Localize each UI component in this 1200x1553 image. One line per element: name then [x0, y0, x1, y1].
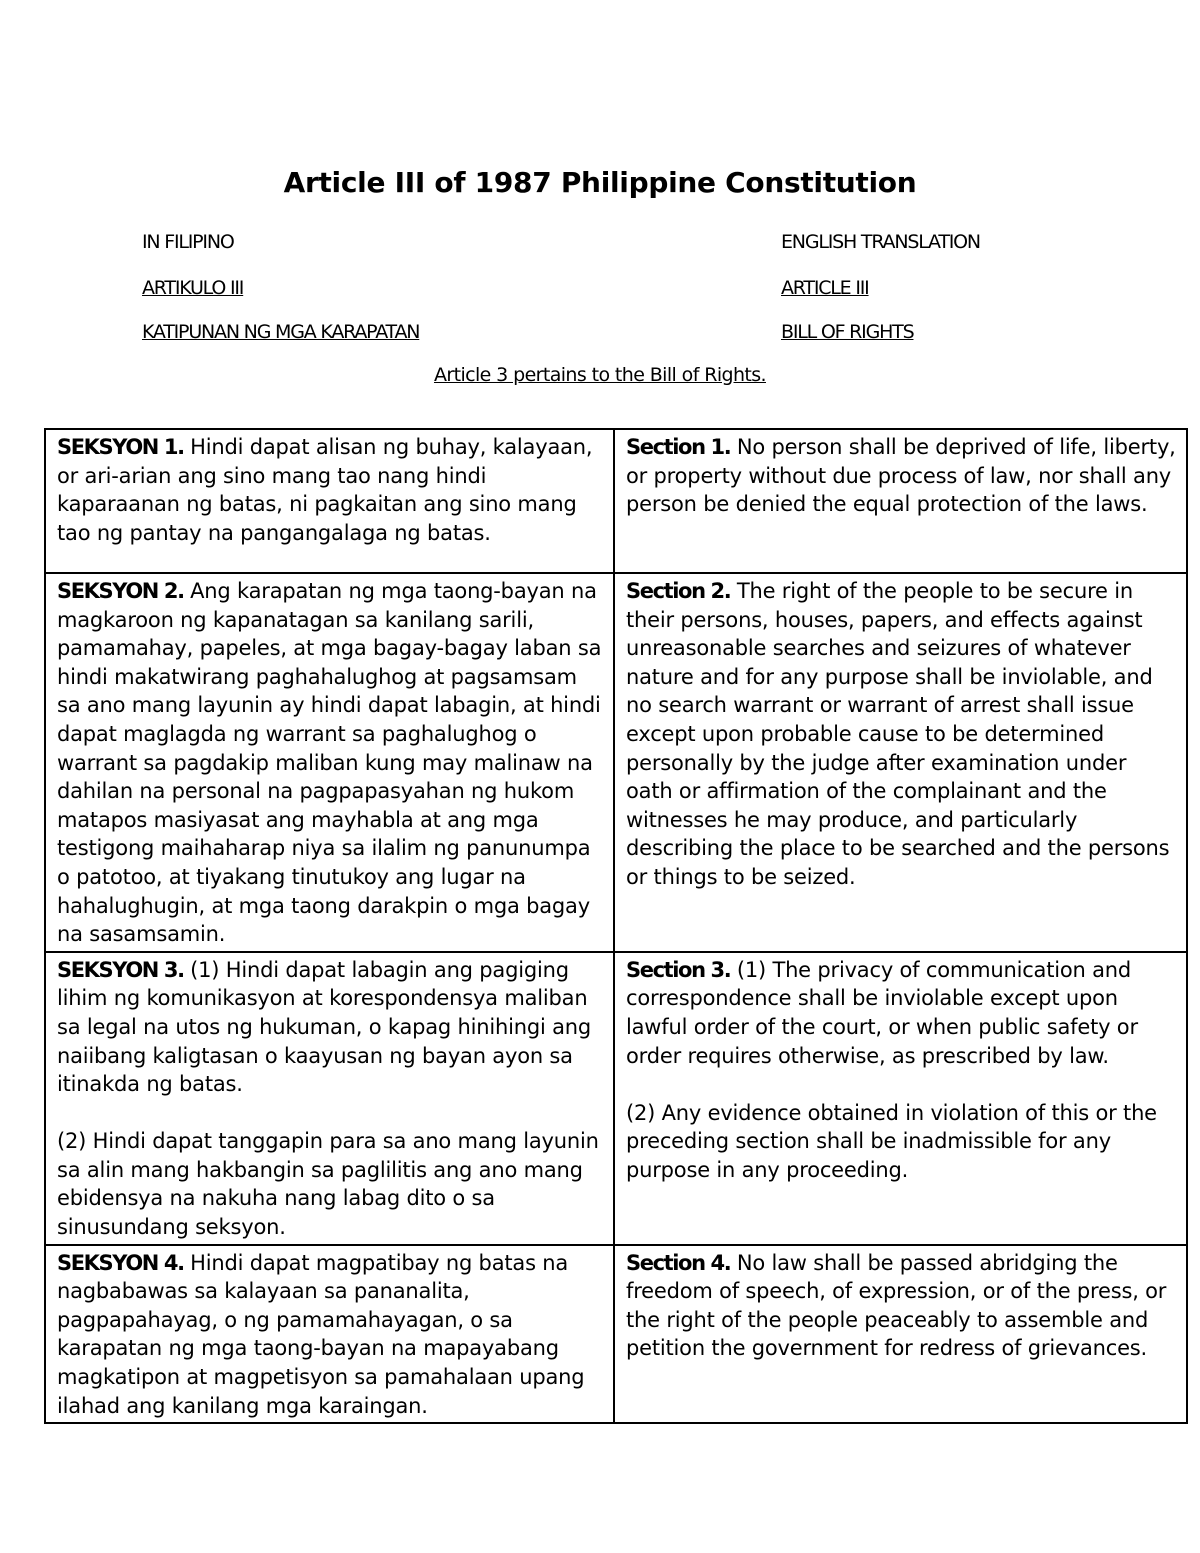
english-section-cell [614, 429, 1187, 573]
english-article-label: ARTICLE III [781, 277, 869, 299]
document-title: Article III of 1987 Philippine Constitution [283, 166, 917, 199]
table-row [45, 1245, 1187, 1424]
section-text: The right of the people to be secure in their persons, houses, papers, and effects against unreasonable searches and seizures of whatever nature and for any purpose shall be inviolable, and no search warrant or warrant of arrest shall issue except upon probable cause to be determined personally by the judge after examination under oath or affirmation of the complainant and the witnesses he may produce, and particularly describing the place to be searched and the persons or things to be seized. [626, 579, 1170, 889]
section-label: SEKSYON 1. [57, 435, 184, 459]
paragraph-spacer [626, 1070, 1176, 1099]
section-text-paragraph-2: (2) Hindi dapat tanggapin para sa ano mang layunin sa alin mang hakbangin sa paglilitis ang ano mang ebidensya na nakuha nang labag dito o sa sinusundang seksyon. [57, 1129, 599, 1240]
section-label: SEKSYON 4. [57, 1250, 184, 1275]
subtitle-note: Article 3 pertains to the Bill of Rights. [433, 364, 766, 386]
section-text-paragraph-2: (2) Any evidence obtained in violation of this or the preceding section shall be inadmissible for any purpose in any proceeding. [626, 1100, 1157, 1182]
section-text: (1) The privacy of communication and correspondence shall be inviolable except upon lawful order of the court, or when public safety or order requires otherwise, as prescribed by law. [626, 957, 1138, 1068]
section-label: Section 2. [626, 579, 731, 603]
section-text: No person shall be deprived of life, liberty, or property without due process of law, nor shall any person be denied the equal protection of the laws. [626, 435, 1176, 517]
sections-table [44, 428, 1188, 1424]
english-heading: BILL OF RIGHTS [781, 321, 914, 343]
section-text: Hindi dapat alisan ng buhay, kalayaan, or ari-arian ang sino mang tao nang hindi kaparaanan ng batas, ni pagkaitan ang sino mang tao ng pantay na pangangalaga ng batas. [57, 435, 593, 545]
section-text: Hindi dapat magpatibay ng batas na nagbabawas sa kalayaan sa pananalita, pagpapahayag, o ng pamamahayagan, o sa karapatan ng mga taong-bayan na mapayabang magkatipon at magpetisyon sa pamahalaan upang ilahad ang kanilang mga karaingan. [57, 1250, 585, 1418]
english-section-cell [614, 952, 1187, 1245]
table-row [45, 573, 1187, 952]
filipino-language-label: IN FILIPINO [142, 231, 234, 253]
filipino-section-cell [45, 952, 614, 1245]
english-section-cell [614, 573, 1187, 952]
table-row [45, 429, 1187, 573]
filipino-article-label: ARTIKULO III [142, 277, 244, 299]
table-row [45, 952, 1187, 1245]
paragraph-spacer [57, 1099, 603, 1128]
section-text: No law shall be passed abridging the freedom of speech, of expression, or of the press, or the right of the people peaceably to assemble and petition the government for redress of grievances. [626, 1250, 1167, 1361]
section-text: (1) Hindi dapat labagin ang pagiging lihim ng komunikasyon at korespondensya maliban sa legal na utos ng hukuman, o kapag hinihingi ang naiibang kaligtasan o kaayusan ng bayan ayon sa itinakda ng batas. [57, 957, 592, 1097]
filipino-section-cell [45, 429, 614, 573]
section-text: Ang karapatan ng mga taong-bayan na magkaroon ng kapanatagan sa kanilang sarili, pamamahay, papeles, at mga bagay-bagay laban sa hindi makatwirang paghahalughog at pagsamsam sa ano mang layunin ay hindi dapat labagin, at hindi dapat maglagda ng warrant sa paghalughog o warrant sa pagdakip maliban kung may malinaw na dahilan na personal na pagpapasyahan ng hukom matapos masiyasat ang mayhabla at ang mga testigong maihaharap niya sa ilalim ng panunumpa o patotoo, at tiyakang tinutukoy ang lugar na hahalughugin, at mga taong darakpin o mga bagay na sasamsamin. [57, 579, 602, 947]
filipino-section-cell [45, 573, 614, 952]
filipino-heading: KATIPUNAN NG MGA KARAPATAN [142, 321, 420, 343]
filipino-section-cell [45, 1245, 614, 1424]
section-label: Section 1. [626, 435, 731, 459]
section-label: Section 3. [626, 957, 731, 982]
section-label: SEKSYON 2. [57, 579, 184, 603]
english-language-label: ENGLISH TRANSLATION [781, 231, 980, 253]
section-label: SEKSYON 3. [57, 957, 184, 982]
section-label: Section 4. [626, 1250, 731, 1275]
english-section-cell [614, 1245, 1187, 1424]
